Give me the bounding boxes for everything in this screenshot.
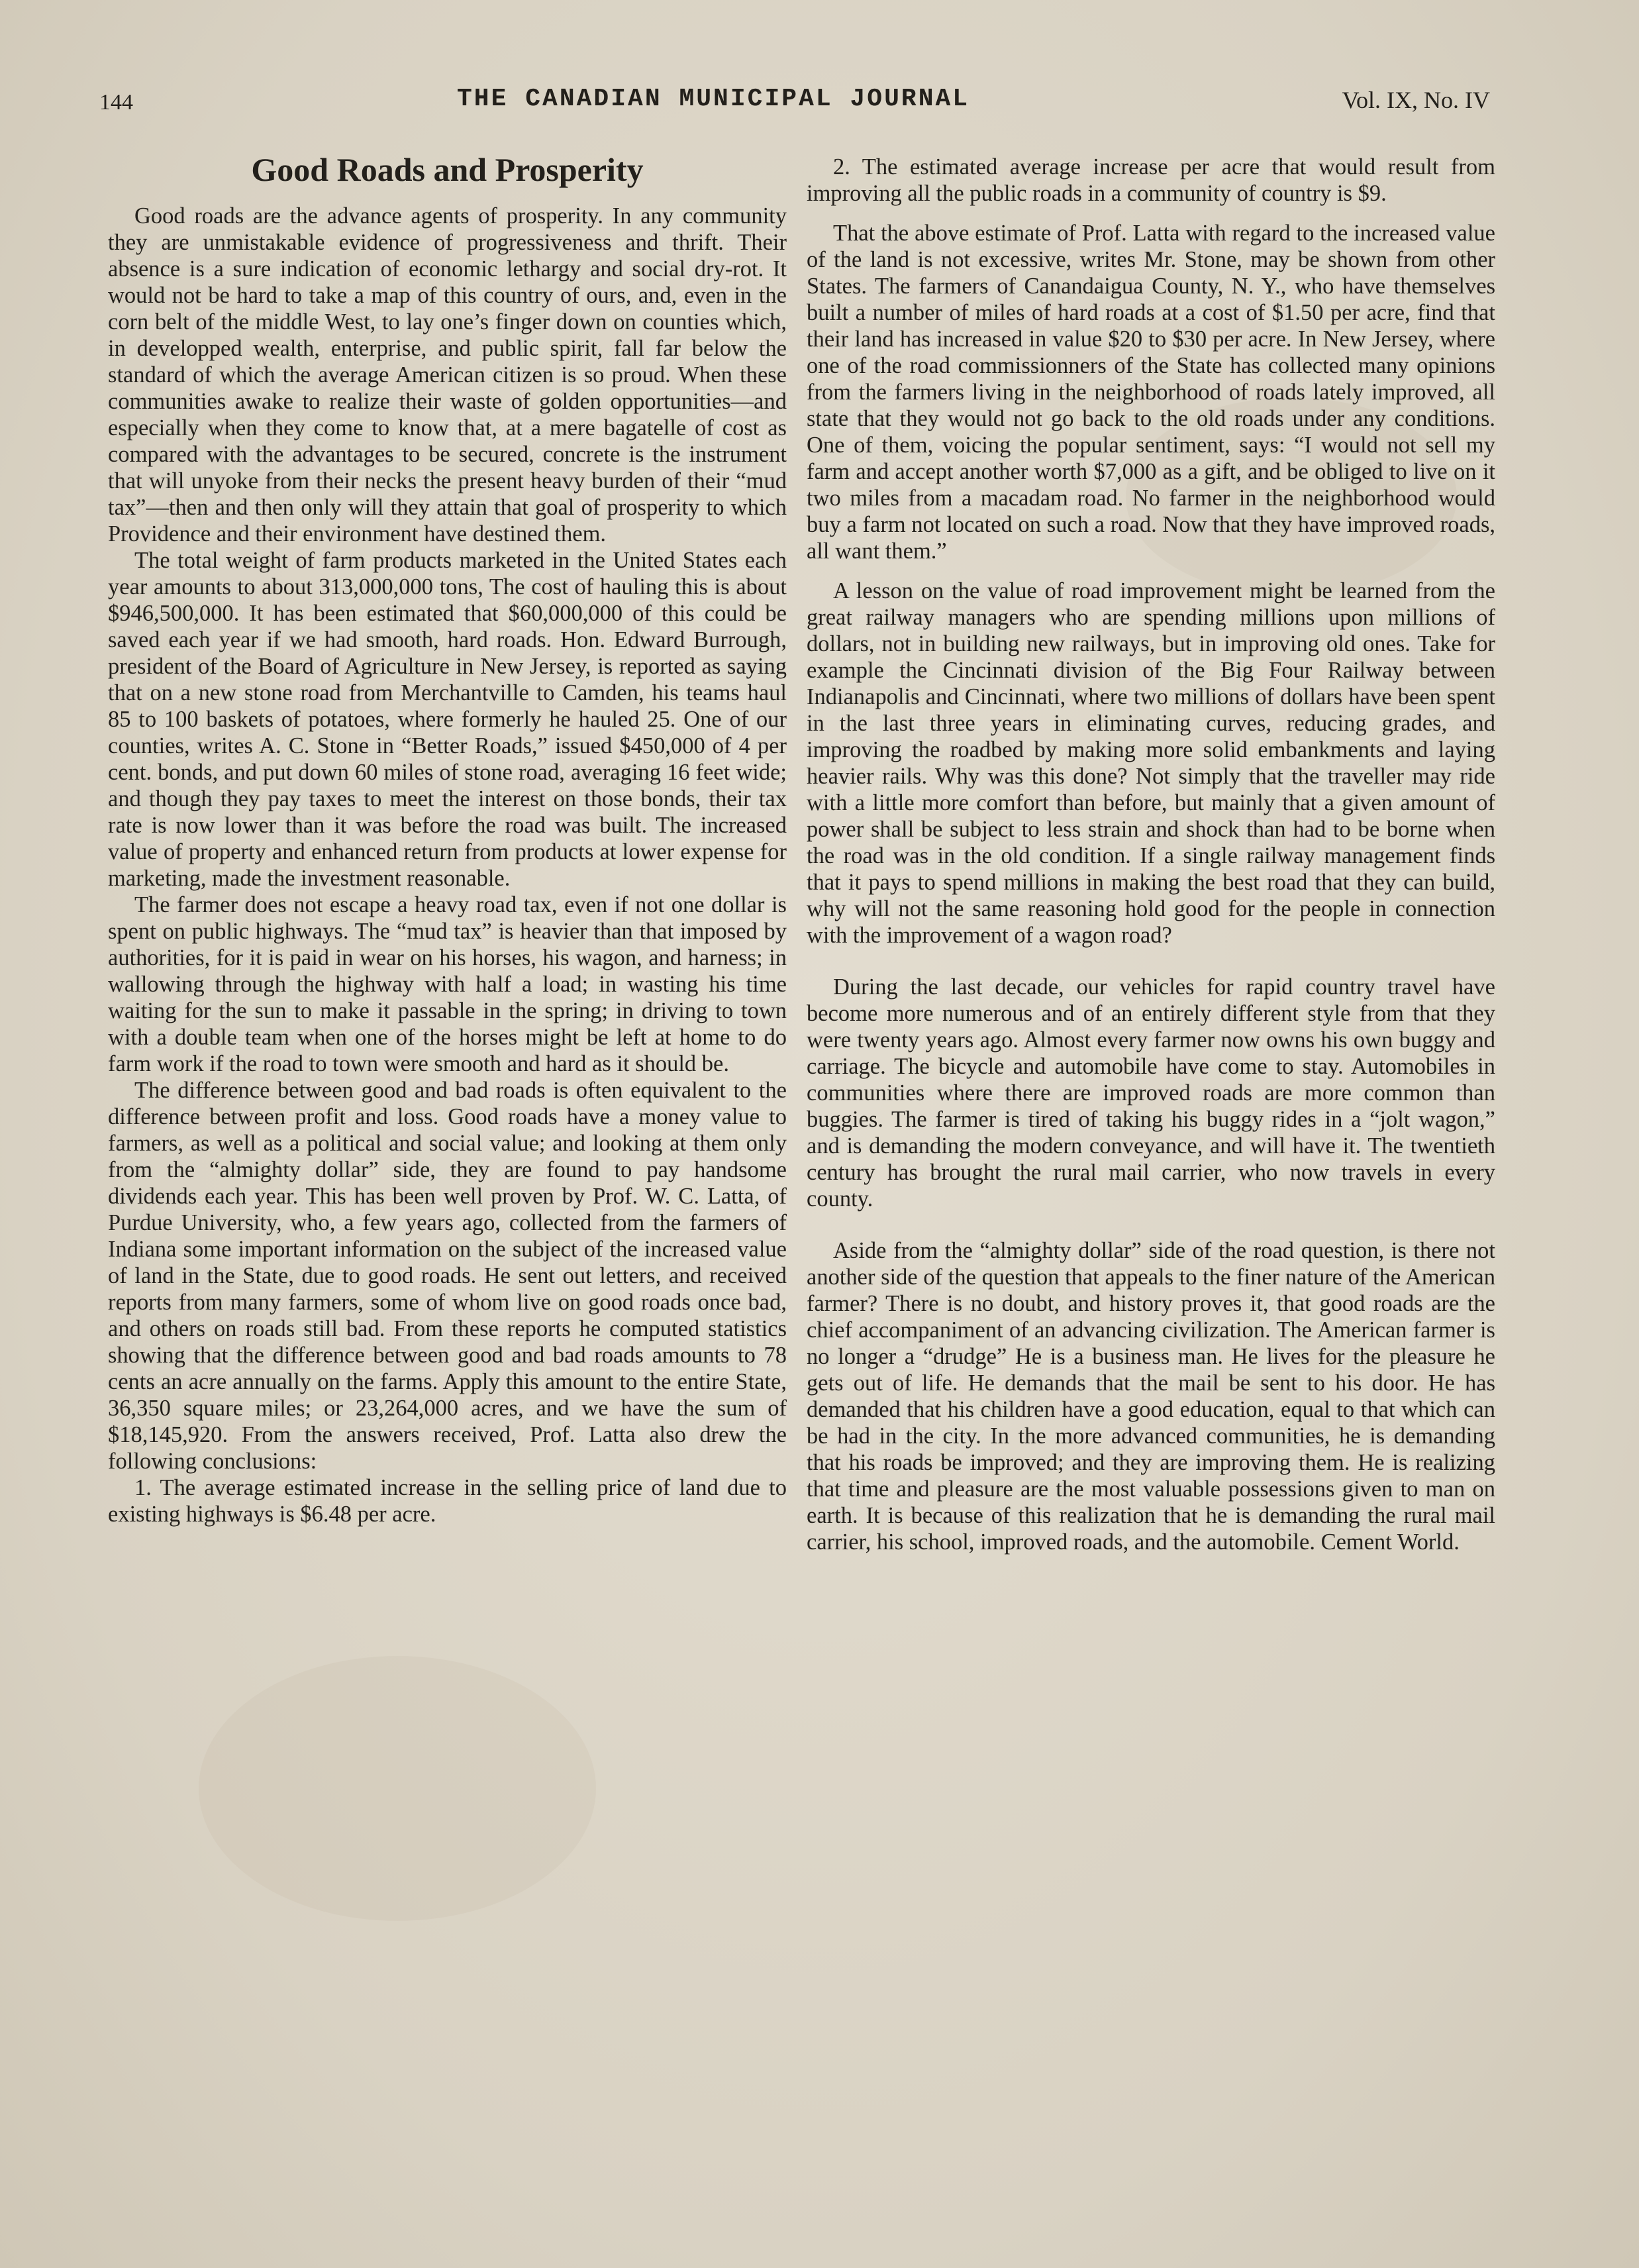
paragraph: 2. The estimated average increase per acre that would result from improving all the public roads in a community of country is $9.	[807, 154, 1495, 206]
paragraph: A lesson on the value of road improvement might be learned from the great railway managers who are spending millions upon millions of dollars, not in building new railways, but in improving old ones. Take for example the Cincinnati division of the Big Four Railway between Indianapolis and Cincinnati, where two millions of dollars have been spent in the last three years in eliminating curves, reducing grades, and improving the roadbed by making more solid embankments and laying heavier rails. Why was this done? Not simply that the traveller may ride with a little more comfort than before, but mainly that a given amount of power shall be subject to less strain and shock than had to be borne when the road was in the old condition. If a single railway management finds that it pays to spend millions in making the best road that they can build, why will not the same reasoning hold good for the people in connection with the improvement of a wagon road?	[807, 578, 1495, 948]
right-column	[807, 154, 1495, 1555]
page-number: 144	[99, 90, 133, 115]
left-column	[108, 146, 787, 1527]
paragraph: Good roads are the advance agents of prosperity. In any community they are unmistakable evidence of progressiveness and thrift. Their absence is a sure indication of economic lethargy and social dry-rot. It would not be hard to take a map of this country of ours, and, even in the corn belt of the middle West, to lay one’s finger down on counties which, in developped wealth, enterprise, and public spirit, fall far below the standard of which the average American citizen is so proud. When these communities awake to realize their waste of golden opportunities—and especially when they come to know that, at a mere bagatelle of cost as compared with the advantages to be secured, concrete is the instrument that will unyoke from their necks the present heavy burden of their “mud tax”—then and then only will they attain that goal of prosperity to which Providence and their environment have destined them.	[108, 203, 787, 546]
paragraph: The total weight of farm products marketed in the United States each year amounts to about 313,000,000 tons, The cost of hauling this is about $946,500,000. It has been estimated that $60,000,000 of this could be saved each year if we had smooth, hard roads. Hon. Edward Burrough, president of the Board of Agriculture in New Jersey, is reported as saying that on a new stone road from Merchantville to Camden, his teams haul 85 to 100 baskets of potatoes, where formerly he hauled 25. One of our counties, writes A. C. Stone in “Better Roads,” issued $450,000 of 4 per cent. bonds, and put down 60 miles of stone road, averaging 16 feet wide; and though they pay taxes to meet the interest on those bonds, their tax rate is now lower than it was before the road was built. The increased value of property and enhanced return from products at lower expense for marketing, made the investment reasonable.	[108, 548, 787, 891]
paper-stain	[199, 1656, 596, 1921]
page-header	[99, 85, 1490, 125]
journal-title: THE CANADIAN MUNICIPAL JOURNAL	[457, 85, 970, 113]
volume-issue: Vol. IX, No. IV	[1342, 87, 1490, 113]
paragraph: The farmer does not escape a heavy road tax, even if not one dollar is spent on public highways. The “mud tax” is heavier than that imposed by authorities, for it is paid in wear on his horses, his wagon, and harness; in wallowing through the highway with half a load; in wasting his time waiting for the sun to make it passable in the spring; in driving to town with a double team when one of the horses might be left at home to do farm work if the road to town were smooth and hard as it should be.	[108, 892, 787, 1076]
article-title: Good Roads and Prosperity	[251, 151, 644, 188]
paragraph: That the above estimate of Prof. Latta with regard to the increased value of the land is not excessive, writes Mr. Stone, may be shown from other States. The farmers of Canandaigua County, N. Y., who have themselves built a number of miles of hard roads at a cost of $1.50 per acre, find that their land has increased in value $20 to $30 per acre. In New Jersey, where one of the road commissionners of the State has collected many opinions from the farmers living in the neighborhood of roads lately improved, all state that they would not go back to the old roads under any conditions. One of them, voicing the popular sentiment, says: “I would not sell my farm and accept another worth $7,000 as a gift, and be obliged to live on it two miles from a macadam road. No farmer in the neighborhood would buy a farm not located on such a road. Now that they have improved roads, all want them.”	[807, 221, 1495, 564]
paragraph: During the last decade, our vehicles for rapid country travel have become more numerous and of an entirely different style from that they were twenty years ago. Almost every farmer now owns his own buggy and carriage. The bicycle and automobile have come to stay. Automobiles in communities where there are improved roads are more common than buggies. The farmer is tired of taking his buggy rides in a “jolt wagon,” and is demanding the modern conveyance, and will have it. The twentieth century has brought the rural mail carrier, who now travels in every county.	[807, 974, 1495, 1211]
paragraph: 1. The average estimated increase in the selling price of land due to existing highways is $6.48 per acre.	[108, 1475, 787, 1527]
paragraph: The difference between good and bad roads is often equivalent to the difference between profit and loss. Good roads have a money value to farmers, as well as a political and social value; and looking at them only from the “almighty dollar” side, they are found to pay handsome dividends each year. This has been well proven by Prof. W. C. Latta, of Purdue University, who, a few years ago, collected from the farmers of Indiana some important information on the subject of the increased value of land in the State, due to good roads. He sent out letters, and received reports from many farmers, some of whom live on good roads once bad, and others on roads still bad. From these reports he computed statistics showing that the difference between good and bad roads amounts to 78 cents an acre annually on the farms. Apply this amount to the entire State, 36,350 square miles; or 23,264,000 acres, and we have the sum of $18,145,920. From the answers received, Prof. Latta also drew the following conclusions:	[108, 1078, 787, 1474]
paragraph: Aside from the “almighty dollar” side of the road question, is there not another side of the question that appeals to the finer nature of the American farmer? There is no doubt, and history proves it, that good roads are the chief accompaniment of an advancing civilization. The American farmer is no longer a “drudge” He is a business man. He lives for the pleasure he gets out of life. He demands that the mail be sent to his door. He has demanded that his children have a good education, equal to that which can be had in the city. In the more advanced communities, he is demanding that his roads be improved; and they are improving them. He is realizing that time and pleasure are the most valuable possessions given to man on earth. It is because of this realization that he is demanding the rural mail carrier, his school, improved roads, and the automobile. Cement World.	[807, 1238, 1495, 1555]
